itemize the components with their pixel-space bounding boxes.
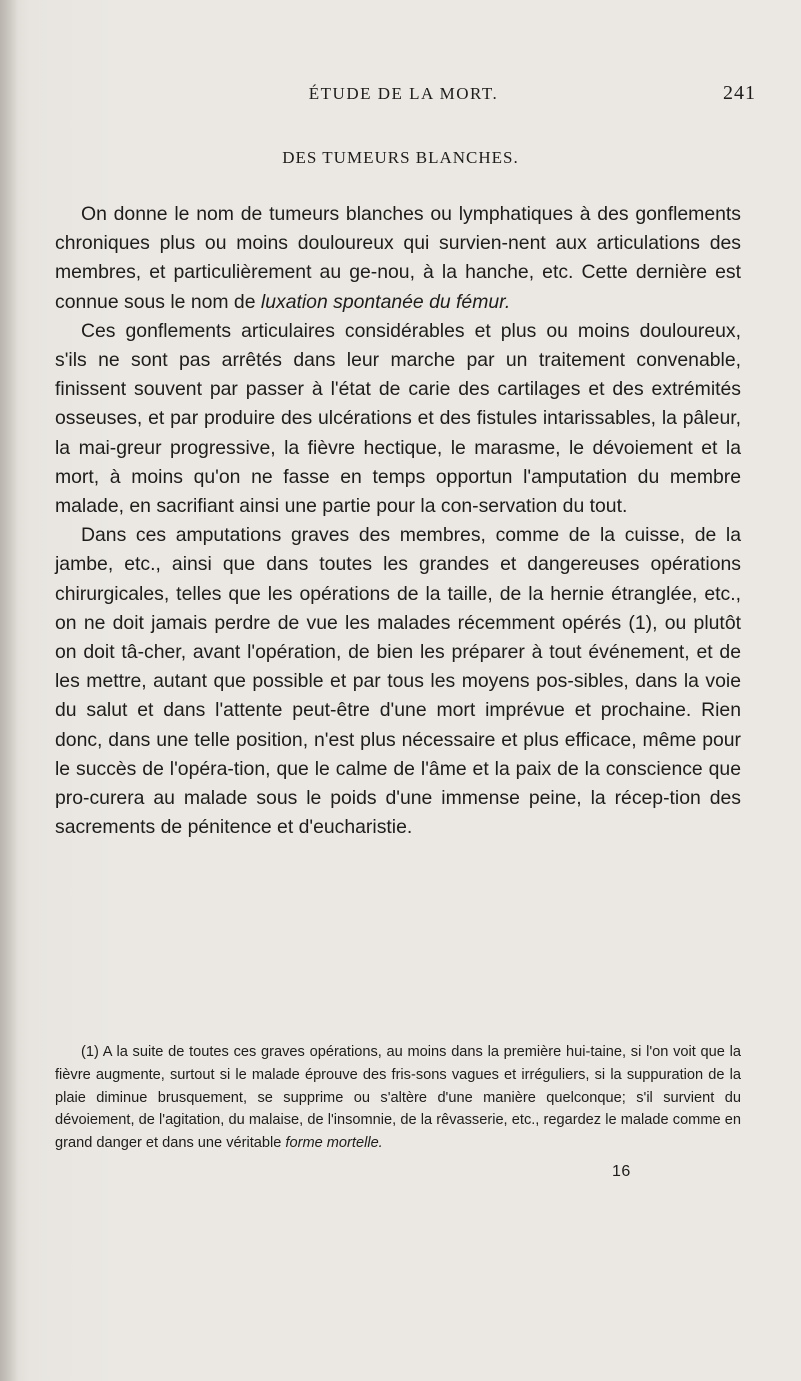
footnote [55, 1041, 741, 1155]
paragraph-3: Dans ces amputations graves des membres, comme de la cuisse, de la jambe, etc., ainsi que dans toutes les grandes et dangereuses opérations chirurgicales, telles que les opérations de la taille, de la hernie étranglée, etc., on ne doit jamais perdre de vue les malades récemment opérés (1), ou plutôt on doit tâ-cher, avant l'opération, de bien les préparer à tout événement, et de les mettre, autant que possible et par tous les moyens pos-sibles, dans la voie du salut et dans l'attente peut-être d'une mort imprévue et prochaine. Rien donc, dans une telle position, n'est plus nécessaire et plus efficace, même pour le succès de l'opéra-tion, que le calme de l'âme et la paix de la conscience que pro-curera au malade sous le poids d'une immense peine, la récep-tion des sacrements de pénitence et d'eucharistie. [55, 524, 741, 839]
body-text [55, 200, 741, 842]
page-number: 241 [723, 82, 756, 104]
section-heading: DES TUMEURS BLANCHES. [282, 148, 519, 167]
binding-gutter-shadow [0, 0, 18, 1381]
signature-mark: 16 [612, 1163, 631, 1180]
paragraph-1 [55, 200, 741, 317]
paragraph-2: Ces gonflements articulaires considérables et plus ou moins douloureux, s'ils ne sont pas arrêtés dans leur marche par un traitement convenable, finissent souvent par passer à l'état de carie des cartilages et des extrémités osseuses, et par produire des ulcérations et des fistules intarissables, la pâleur, la mai-greur progressive, la fièvre hectique, le marasme, le dévoiement et la mort, à moins qu'on ne fasse en temps opportun l'amputation du membre malade, en sacrifiant ainsi une partie pour la con-servation du tout. [55, 319, 741, 518]
footnote-italic-term: forme mortelle. [285, 1135, 383, 1152]
running-head [0, 84, 801, 112]
paragraph-1-italic-term: luxation spontanée du fémur. [260, 290, 511, 313]
paragraph-1-text: On donne le nom de tumeurs blanches ou lymphatiques à des gonflements chroniques plus ou moins douloureux qui survien-nent aux articulations des membres, et particulièrement au ge-nou, à la hanche, etc. Cette dernière est connue sous le nom de [55, 203, 741, 313]
footnote-text: (1) A la suite de toutes ces graves opérations, au moins dans la première hui-taine, si l'on voit que la fièvre augmente, surtout si le malade éprouve des fris-sons vagues et irréguliers, si la suppuration de la plaie diminue brusquement, se supprime ou s'altère d'une manière quelconque; s'il survient du dévoiement, de l'agitation, du malaise, de l'insomnie, de la rêvasserie, etc., regardez le malade comme en grand danger et dans une véritable [55, 1044, 741, 1152]
running-title: ÉTUDE DE LA MORT. [308, 84, 499, 103]
